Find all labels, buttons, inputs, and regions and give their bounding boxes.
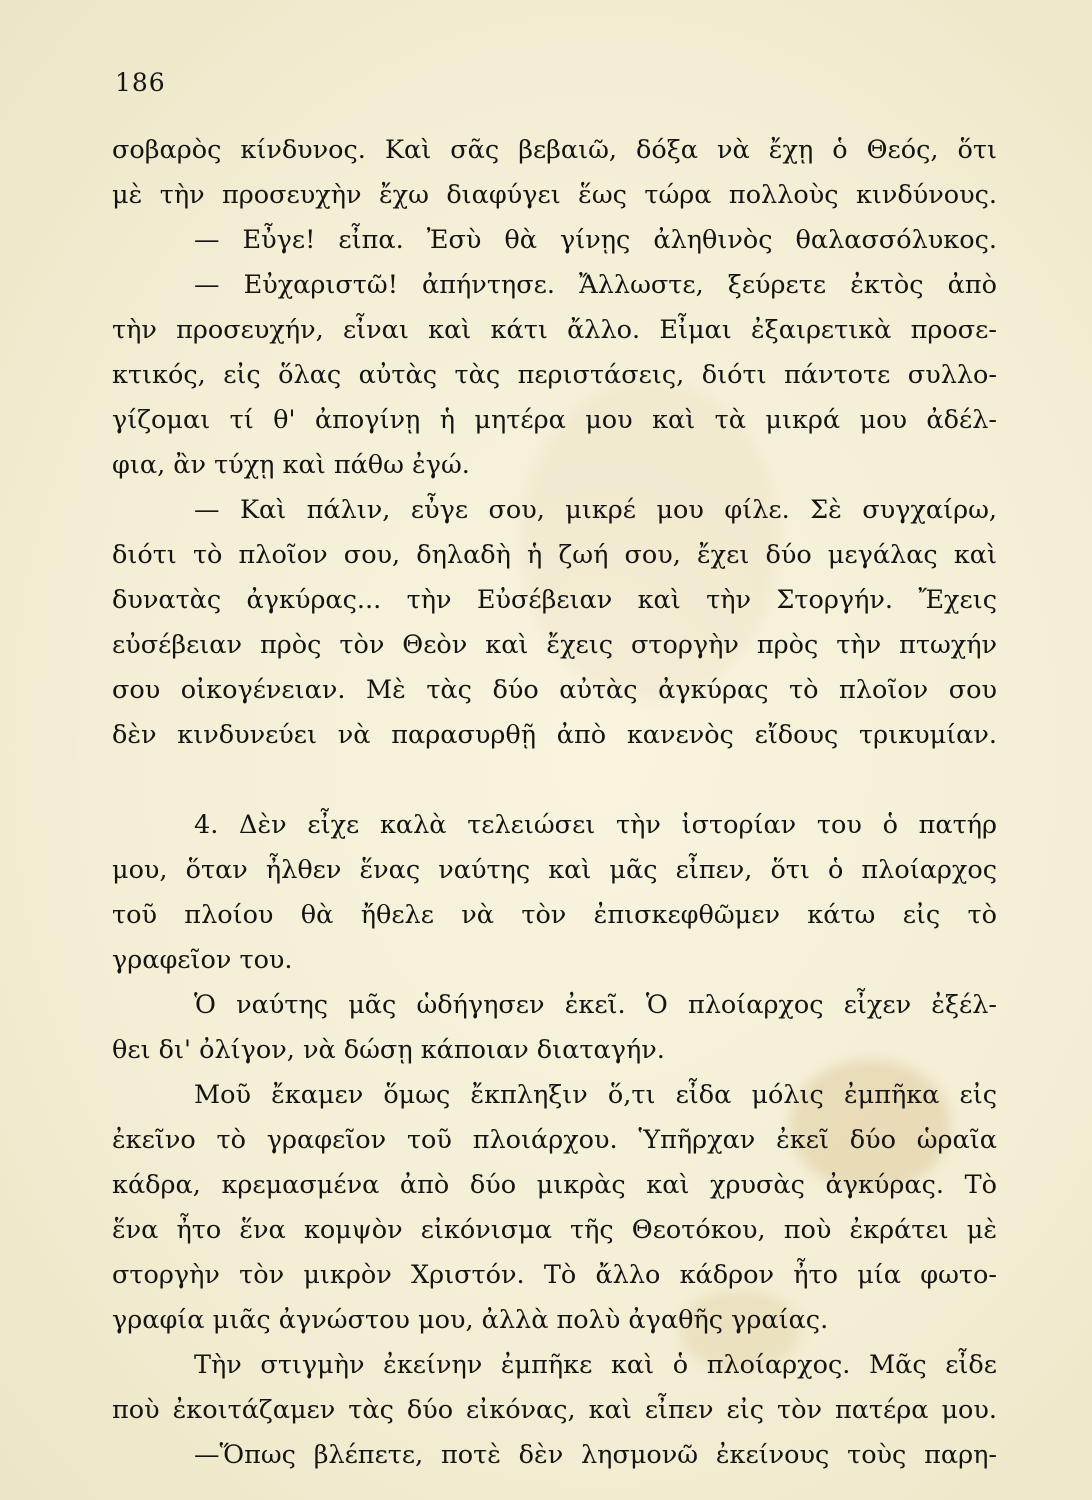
text-line: κάδρα, κρεμασμένα ἀπὸ δύο μικρὰς καὶ χρυσὰς ἀγκύρας. Τὸ [112, 1170, 997, 1200]
paragraph-gap [112, 758, 997, 803]
text-line: διότι τὸ πλοῖον σου, δηλαδὴ ἡ ζωή σου, ἔχει δύο μεγάλας καὶ [112, 540, 997, 570]
text-line: τοῦ πλοίου θὰ ἤθελε νὰ τὸν ἐπισκεφθῶμεν κάτω εἰς τὸ [112, 900, 997, 930]
text-line: γίζομαι τί θ' ἀπογίνῃ ἡ μητέρα μου καὶ τὰ μικρά μου ἀδέλ- [112, 405, 997, 435]
text-line: θει δι' ὀλίγον, νὰ δώσῃ κάποιαν διαταγήν. [112, 1035, 665, 1065]
text-line: μου, ὅταν ἦλθεν ἕνας ναύτης καὶ μᾶς εἶπεν, ὅτι ὁ πλοίαρχος [112, 855, 997, 885]
text-line: εὐσέβειαν πρὸς τὸν Θεὸν καὶ ἔχεις στοργὴν πρὸς τὴν πτωχήν [112, 630, 997, 660]
body-text [112, 128, 997, 1478]
text-line: σου οἰκογένειαν. Μὲ τὰς δύο αὐτὰς ἀγκύρας τὸ πλοῖον σου [112, 675, 997, 705]
text-line: δυνατὰς ἀγκύρας... τὴν Εὐσέβειαν καὶ τὴν Στοργήν. Ἔχεις [112, 585, 997, 615]
text-line: γραφία μιᾶς ἀγνώστου μου, ἀλλὰ πολὺ ἀγαθῆς γραίας. [112, 1305, 829, 1335]
text-line: — Εὖγε! εἶπα. Ἐσὺ θὰ γίνῃς ἀληθινὸς θαλασσόλυκος. [194, 225, 997, 255]
text-line: τὴν προσευχήν, εἶναι καὶ κάτι ἄλλο. Εἶμαι ἐξαιρετικὰ προσε- [112, 315, 997, 345]
text-line: γραφεῖον του. [112, 945, 293, 975]
text-line: φια, ἂν τύχῃ καὶ πάθω ἐγώ. [112, 450, 470, 480]
text-line: δὲν κινδυνεύει νὰ παρασυρθῇ ἀπὸ κανενὸς εἴδους τρικυμίαν. [112, 720, 997, 750]
text-line: στοργὴν τὸν μικρὸν Χριστόν. Τὸ ἄλλο κάδρον ἦτο μία φωτο- [112, 1260, 997, 1290]
text-line: σοβαρὸς κίνδυνος. Καὶ σᾶς βεβαιῶ, δόξα νὰ ἔχῃ ὁ Θεός, ὅτι [112, 135, 997, 165]
text-line: — Εὐχαριστῶ! ἀπήντησε. Ἄλλωστε, ξεύρετε ἐκτὸς ἀπὸ [194, 270, 997, 300]
text-line: ποὺ ἐκοιτάζαμεν τὰς δύο εἰκόνας, καὶ εἶπεν εἰς τὸν πατέρα μου. [112, 1395, 997, 1425]
text-line: Ὁ ναύτης μᾶς ὡδήγησεν ἐκεῖ. Ὁ πλοίαρχος εἶχεν ἐξέλ- [194, 990, 997, 1020]
text-line: Τὴν στιγμὴν ἐκείνην ἐμπῆκε καὶ ὁ πλοίαρχος. Μᾶς εἶδε [194, 1350, 997, 1380]
text-line: ἕνα ἦτο ἕνα κομψὸν εἰκόνισμα τῆς Θεοτόκου, ποὺ ἐκράτει μὲ [112, 1215, 997, 1245]
page-number: 186 [115, 68, 166, 97]
text-line: ἐκεῖνο τὸ γραφεῖον τοῦ πλοιάρχου. Ὑπῆρχαν ἐκεῖ δύο ὡραῖα [112, 1125, 997, 1155]
text-line: — Καὶ πάλιν, εὖγε σου, μικρέ μου φίλε. Σὲ συγχαίρω, [194, 495, 997, 525]
text-line: 4. Δὲν εἶχε καλὰ τελειώσει τὴν ἱστορίαν του ὁ πατήρ [194, 810, 997, 840]
text-line: κτικός, εἰς ὅλας αὐτὰς τὰς περιστάσεις, διότι πάντοτε συλλο- [112, 360, 997, 390]
text-line: μὲ τὴν προσευχὴν ἔχω διαφύγει ἕως τώρα πολλοὺς κινδύνους. [112, 180, 997, 210]
text-line: Μοῦ ἔκαμεν ὅμως ἔκπληξιν ὅ,τι εἶδα μόλις ἐμπῆκα εἰς [194, 1080, 997, 1110]
text-line: —Ὅπως βλέπετε, ποτὲ δὲν λησμονῶ ἐκείνους τοὺς παρη- [194, 1440, 997, 1470]
